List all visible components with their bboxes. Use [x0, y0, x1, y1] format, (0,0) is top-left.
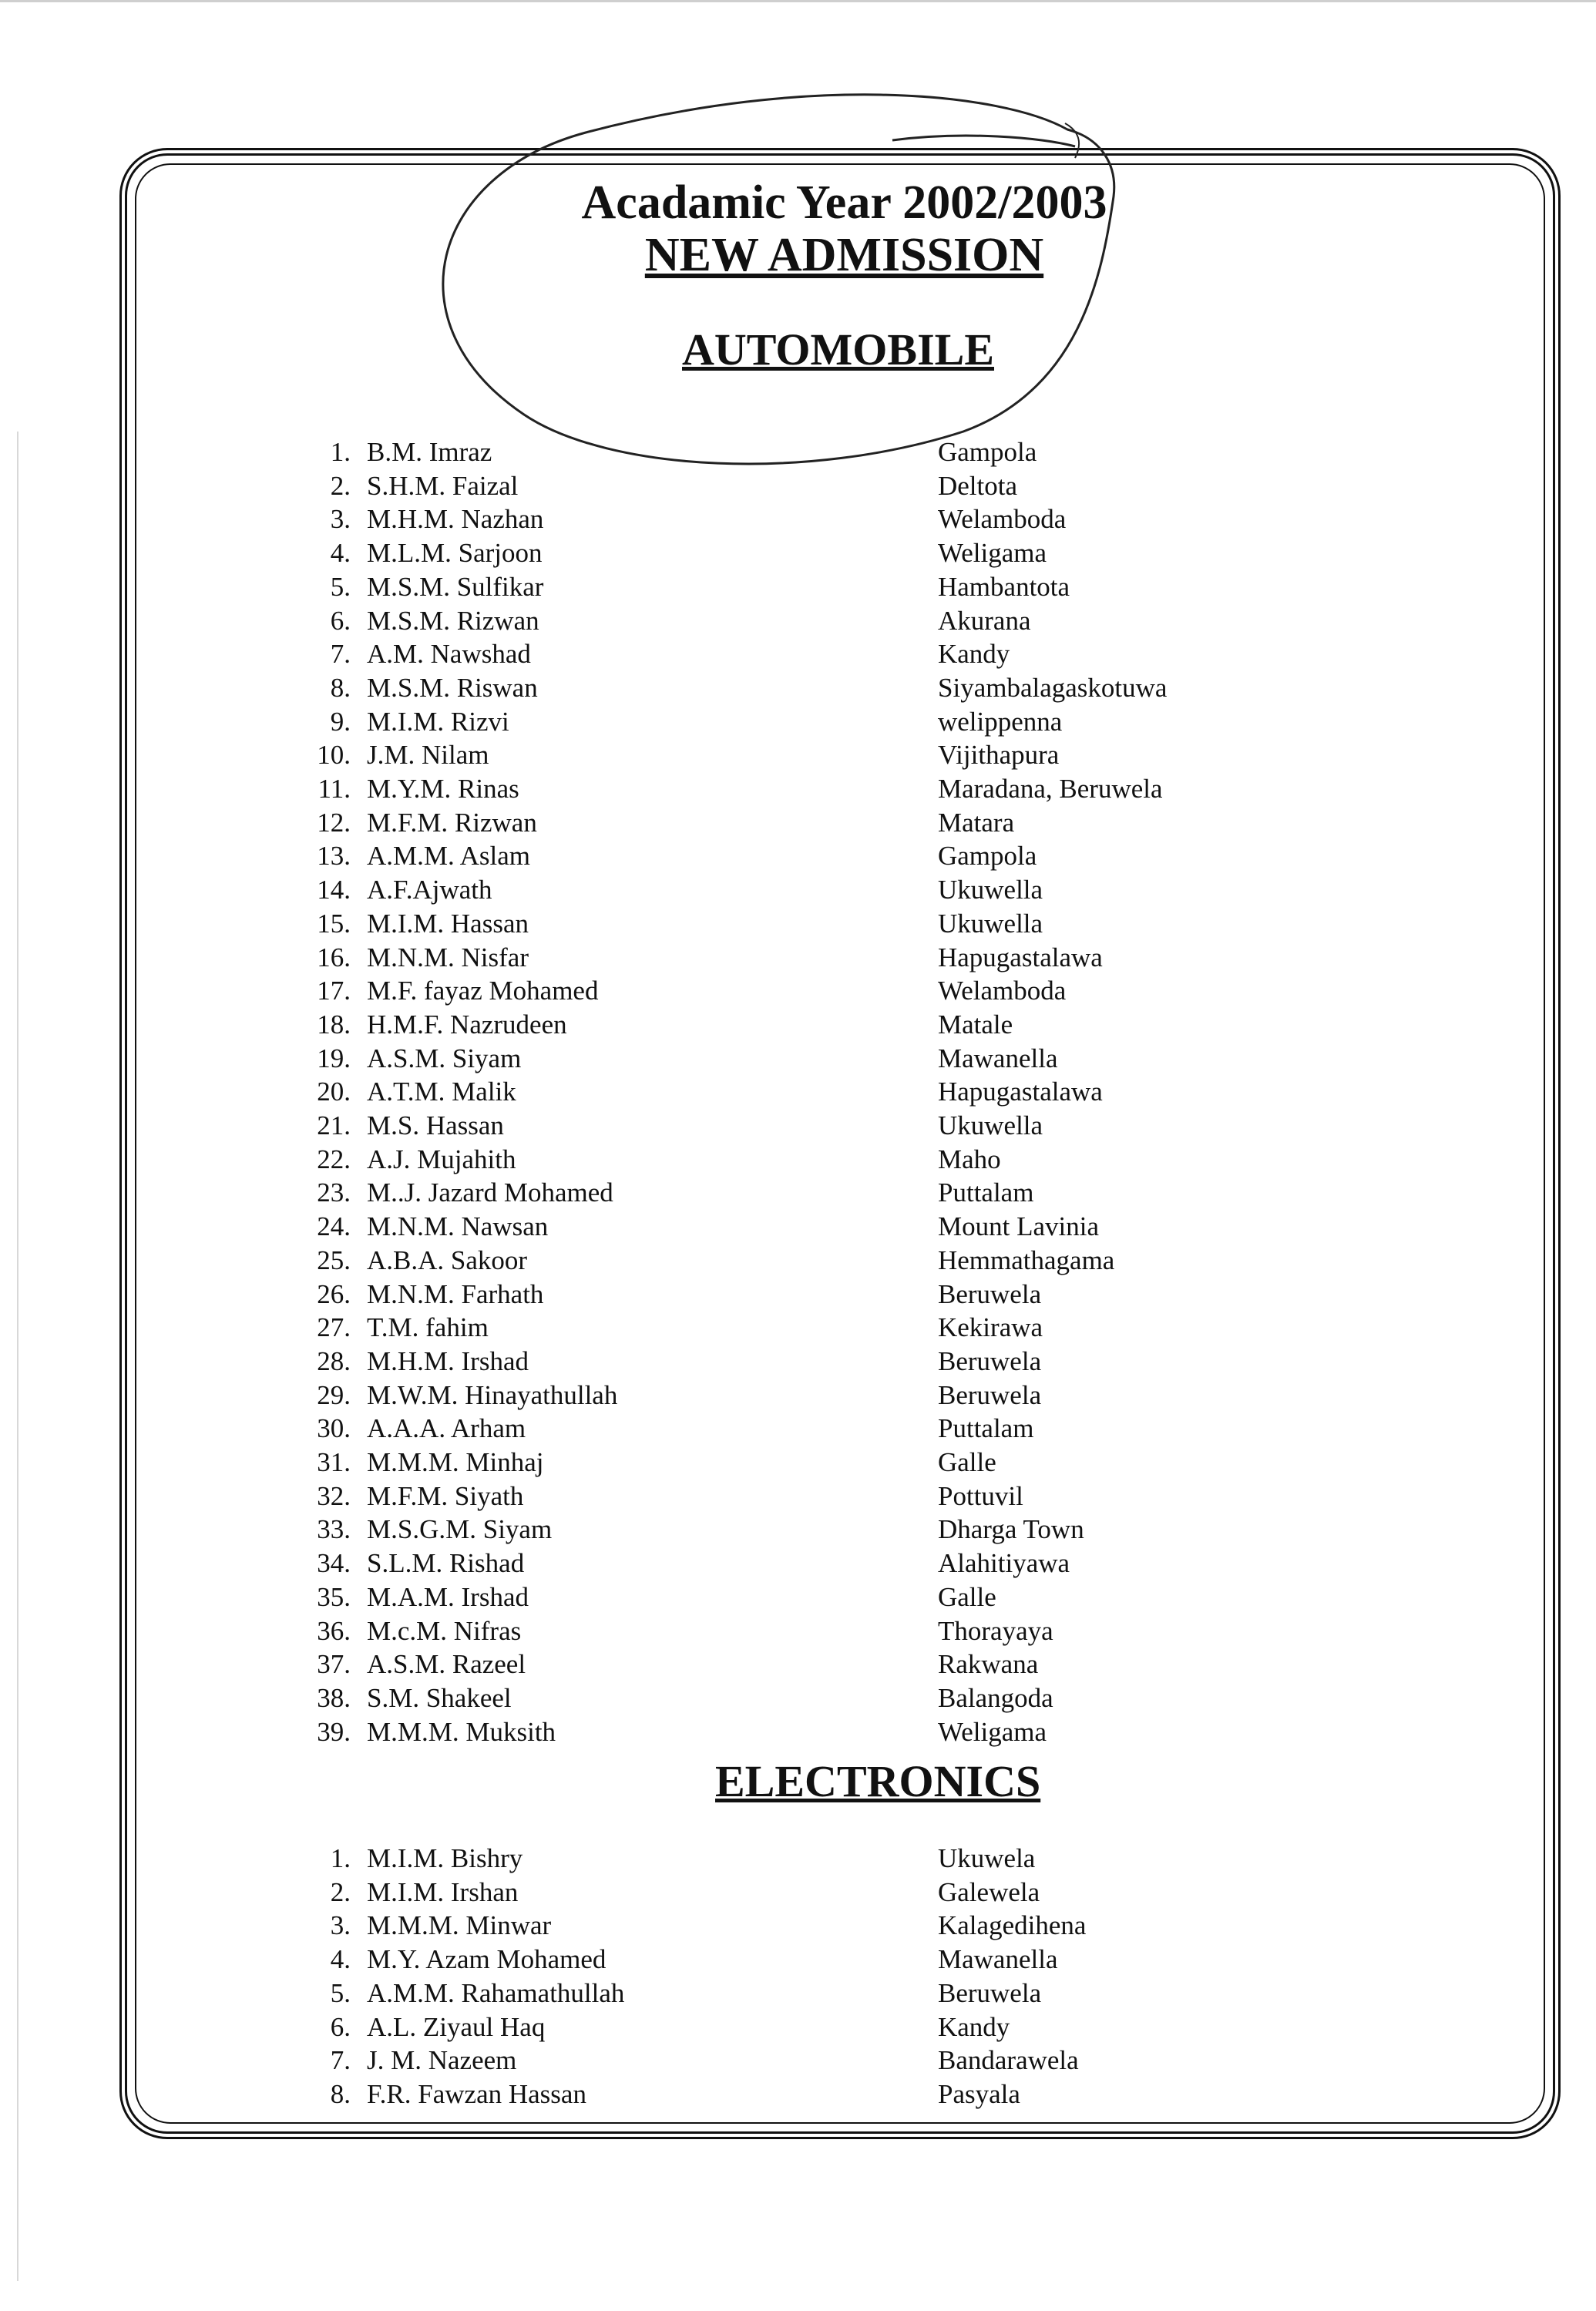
student-town: Maho	[938, 1144, 1001, 1174]
new-admission-heading: NEW ADMISSION	[644, 229, 1044, 281]
list-item	[0, 738, 1596, 772]
entry-number: 28.	[317, 1345, 351, 1376]
student-town: Matale	[938, 1009, 1013, 1040]
student-town: Thorayaya	[938, 1615, 1053, 1646]
entry-number: 34.	[317, 1548, 351, 1579]
student-name: A.A.A. Arham	[367, 1413, 526, 1444]
list-item	[0, 1379, 1596, 1412]
student-town: Kekirawa	[938, 1312, 1043, 1343]
student-town: Mawanella	[938, 1944, 1058, 1975]
student-town: Galewela	[938, 1876, 1040, 1907]
student-name: M.N.M. Nisfar	[367, 942, 529, 972]
list-item	[0, 1176, 1596, 1210]
student-town: Matara	[938, 807, 1015, 838]
list-item	[0, 1480, 1596, 1513]
list-item	[0, 1977, 1596, 2010]
student-town: Welamboda	[938, 976, 1067, 1006]
list-item	[0, 2078, 1596, 2111]
list-item	[0, 637, 1596, 671]
entry-number: 14.	[317, 875, 351, 905]
student-town: Puttalam	[938, 1177, 1034, 1208]
entry-number: 12.	[317, 807, 351, 838]
student-name: A.M.M. Aslam	[367, 841, 530, 872]
entry-number: 26.	[317, 1278, 351, 1309]
student-name: A.B.A. Sakoor	[367, 1245, 528, 1275]
entry-number: 37.	[317, 1649, 351, 1680]
student-town: Welamboda	[938, 504, 1067, 535]
entry-number: 6.	[330, 2011, 351, 2042]
entry-number: 4.	[330, 1944, 351, 1975]
student-name: M.M.M. Muksith	[367, 1716, 556, 1747]
entry-number: 6.	[330, 605, 351, 636]
student-town: Ukuwella	[938, 1110, 1043, 1140]
student-name: M.S.M. Sulfikar	[367, 571, 544, 602]
student-town: Balangoda	[938, 1682, 1053, 1713]
student-name: A.S.M. Siyam	[367, 1043, 522, 1073]
entry-number: 31.	[317, 1447, 351, 1477]
list-item	[0, 1715, 1596, 1749]
list-item	[0, 941, 1596, 975]
entry-number: 23.	[317, 1177, 351, 1208]
student-town: Beruwela	[938, 1345, 1042, 1376]
list-item	[0, 1008, 1596, 1042]
entry-number: 11.	[318, 774, 351, 804]
list-item	[0, 1876, 1596, 1910]
entry-number: 20.	[317, 1077, 351, 1107]
list-item	[0, 907, 1596, 941]
entry-number: 3.	[330, 504, 351, 535]
entry-number: 33.	[317, 1514, 351, 1545]
student-town: Hapugastalawa	[938, 942, 1103, 972]
student-name: A.T.M. Malik	[367, 1077, 516, 1107]
entry-number: 27.	[317, 1312, 351, 1343]
list-item	[0, 1513, 1596, 1547]
student-name: T.M. fahim	[367, 1312, 489, 1343]
student-name: F.R. Fawzan Hassan	[367, 2078, 586, 2109]
student-name: M.F.M. Siyath	[367, 1480, 524, 1511]
list-item	[0, 2044, 1596, 2078]
entry-number: 16.	[317, 942, 351, 972]
student-town: Mawanella	[938, 1043, 1058, 1073]
student-town: Ukuwella	[938, 908, 1043, 939]
entry-number: 18.	[317, 1009, 351, 1040]
list-item	[0, 1547, 1596, 1580]
list-item	[0, 1109, 1596, 1143]
student-name: A.S.M. Razeel	[367, 1649, 526, 1680]
entry-number: 5.	[330, 1977, 351, 2008]
student-name: J.M. Nilam	[367, 740, 489, 771]
student-town: Siyambalagaskotuwa	[938, 672, 1168, 703]
entry-number: 30.	[317, 1413, 351, 1444]
student-town: Gampola	[938, 437, 1037, 467]
student-name: M.H.M. Nazhan	[367, 504, 544, 535]
entry-number: 1.	[330, 437, 351, 467]
student-name: M.Y.M. Rinas	[367, 774, 519, 804]
student-town: welippenna	[938, 706, 1063, 737]
list-item	[0, 435, 1596, 469]
student-town: Kandy	[938, 2011, 1010, 2042]
student-name: M.I.M. Irshan	[367, 1876, 519, 1907]
entry-number: 35.	[317, 1581, 351, 1612]
entry-number: 8.	[330, 672, 351, 703]
student-name: M..J. Jazard Mohamed	[367, 1177, 613, 1208]
student-name: M.I.M. Bishry	[367, 1843, 523, 1873]
entry-number: 32.	[317, 1480, 351, 1511]
entry-number: 17.	[317, 976, 351, 1006]
list-item	[0, 469, 1596, 503]
entry-number: 2.	[330, 1876, 351, 1907]
student-town: Ukuwela	[938, 1843, 1036, 1873]
student-name: M.W.M. Hinayathullah	[367, 1379, 618, 1410]
list-item	[0, 1345, 1596, 1379]
student-name: M.S.M. Rizwan	[367, 605, 539, 636]
list-item	[0, 671, 1596, 705]
student-name: A.M.M. Rahamathullah	[367, 1977, 625, 2008]
student-name: M.Y. Azam Mohamed	[367, 1944, 606, 1975]
student-town: Pottuvil	[938, 1480, 1023, 1511]
entry-number: 13.	[317, 841, 351, 872]
entry-number: 3.	[330, 1910, 351, 1941]
list-item	[0, 1614, 1596, 1648]
list-item	[0, 2010, 1596, 2044]
list-item	[0, 1943, 1596, 1977]
entry-number: 1.	[330, 1843, 351, 1873]
student-name: S.M. Shakeel	[367, 1682, 512, 1713]
list-item	[0, 839, 1596, 873]
student-name: S.H.M. Faizal	[367, 470, 519, 501]
entry-number: 36.	[317, 1615, 351, 1646]
student-name: M.H.M. Irshad	[367, 1345, 529, 1376]
student-town: Rakwana	[938, 1649, 1039, 1680]
student-name: J. M. Nazeem	[367, 2045, 517, 2076]
entry-number: 24.	[317, 1211, 351, 1242]
list-item	[0, 1648, 1596, 1681]
student-name: A.M. Nawshad	[367, 639, 531, 670]
list-item	[0, 1909, 1596, 1943]
student-town: Hambantota	[938, 571, 1070, 602]
entry-number: 39.	[317, 1716, 351, 1747]
scan-edge-top	[0, 0, 1596, 2]
student-name: M.M.M. Minhaj	[367, 1447, 544, 1477]
entry-number: 9.	[330, 706, 351, 737]
entry-number: 10.	[317, 740, 351, 771]
student-name: M.M.M. Minwar	[367, 1910, 552, 1941]
student-town: Alahitiyawa	[938, 1548, 1070, 1579]
student-town: Maradana, Beruwela	[938, 774, 1163, 804]
list-item	[0, 1278, 1596, 1312]
student-name: S.L.M. Rishad	[367, 1548, 525, 1579]
student-town: Deltota	[938, 470, 1018, 501]
entry-number: 7.	[330, 2045, 351, 2076]
list-item	[0, 1842, 1596, 1876]
academic-year-heading: Acadamic Year 2002/2003	[581, 176, 1107, 229]
list-item	[0, 873, 1596, 907]
student-name: M.F. fayaz Mohamed	[367, 976, 599, 1006]
student-name: H.M.F. Nazrudeen	[367, 1009, 567, 1040]
student-town: Weligama	[938, 538, 1047, 569]
list-item	[0, 1311, 1596, 1345]
entry-number: 38.	[317, 1682, 351, 1713]
entry-number: 8.	[330, 2078, 351, 2109]
student-name: M.N.M. Farhath	[367, 1278, 544, 1309]
list-item	[0, 1412, 1596, 1446]
student-name: M.I.M. Hassan	[367, 908, 529, 939]
entry-number: 19.	[317, 1043, 351, 1073]
student-name: M.F.M. Rizwan	[367, 807, 537, 838]
list-item	[0, 1143, 1596, 1177]
student-town: Ukuwella	[938, 875, 1043, 905]
student-town: Galle	[938, 1447, 996, 1477]
student-town: Pasyala	[938, 2078, 1020, 2109]
list-item	[0, 502, 1596, 536]
student-name: A.J. Mujahith	[367, 1144, 516, 1174]
student-town: Dharga Town	[938, 1514, 1084, 1545]
list-item	[0, 1681, 1596, 1715]
student-town: Beruwela	[938, 1379, 1042, 1410]
entry-number: 22.	[317, 1144, 351, 1174]
student-town: Beruwela	[938, 1977, 1042, 2008]
entry-number: 29.	[317, 1379, 351, 1410]
student-name: B.M. Imraz	[367, 437, 492, 467]
entry-number: 7.	[330, 639, 351, 670]
list-item	[0, 604, 1596, 638]
student-town: Galle	[938, 1581, 996, 1612]
list-item	[0, 1580, 1596, 1614]
student-town: Beruwela	[938, 1278, 1042, 1309]
student-name: M.A.M. Irshad	[367, 1581, 529, 1612]
student-name: M.c.M. Nifras	[367, 1615, 522, 1646]
entry-number: 25.	[317, 1245, 351, 1275]
list-item	[0, 1075, 1596, 1109]
student-town: Bandarawela	[938, 2045, 1079, 2076]
list-item	[0, 1210, 1596, 1244]
student-town: Hapugastalawa	[938, 1077, 1103, 1107]
list-item	[0, 806, 1596, 840]
entry-number: 21.	[317, 1110, 351, 1140]
student-town: Gampola	[938, 841, 1037, 872]
student-town: Hemmathagama	[938, 1245, 1115, 1275]
list-item	[0, 772, 1596, 806]
student-name: A.F.Ajwath	[367, 875, 492, 905]
list-item	[0, 1244, 1596, 1278]
student-town: Weligama	[938, 1716, 1047, 1747]
student-name: A.L. Ziyaul Haq	[367, 2011, 546, 2042]
student-name: M.S. Hassan	[367, 1110, 504, 1140]
list-item	[0, 1446, 1596, 1480]
list-item	[0, 705, 1596, 739]
entry-number: 5.	[330, 571, 351, 602]
student-name: M.N.M. Nawsan	[367, 1211, 549, 1242]
student-town: Kalagedihena	[938, 1910, 1087, 1941]
entry-number: 4.	[330, 538, 351, 569]
student-town: Vijithapura	[938, 740, 1060, 771]
student-name: M.I.M. Rizvi	[367, 706, 509, 737]
entry-number: 15.	[317, 908, 351, 939]
section-title-electronics: ELECTRONICS	[715, 1756, 1041, 1806]
student-town: Puttalam	[938, 1413, 1034, 1444]
student-name: M.S.M. Riswan	[367, 672, 538, 703]
list-item	[0, 536, 1596, 570]
student-town: Mount Lavinia	[938, 1211, 1099, 1242]
student-town: Kandy	[938, 639, 1010, 670]
entry-number: 2.	[330, 470, 351, 501]
student-town: Akurana	[938, 605, 1031, 636]
list-item	[0, 1042, 1596, 1076]
list-item	[0, 570, 1596, 604]
section-title-automobile: AUTOMOBILE	[682, 324, 995, 375]
list-item	[0, 974, 1596, 1008]
student-name: M.S.G.M. Siyam	[367, 1514, 553, 1545]
student-name: M.L.M. Sarjoon	[367, 538, 543, 569]
